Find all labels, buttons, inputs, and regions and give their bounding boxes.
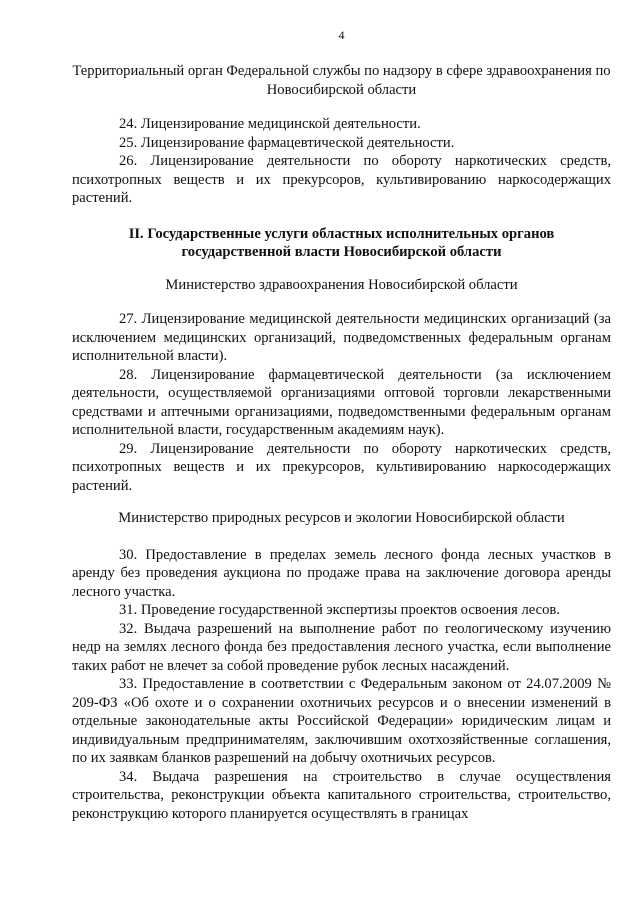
territorial-body-heading: Территориальный орган Федеральной службы по надзору в сфере здравоохранения по Новосибирской области <box>72 63 611 98</box>
section-heading <box>72 225 611 262</box>
ministry-nature-items <box>72 546 611 824</box>
ministry-nature-heading: Министерство природных ресурсов и экологии Новосибирской области <box>118 510 565 526</box>
list-item: 27. Лицензирование медицинской деятельности медицинских организаций (за исключением медицинских организаций, подведомственных федеральным органам исполнительной власти). <box>72 311 611 364</box>
list-item: 33. Предоставление в соответствии с Федеральным законом от 24.07.2009 № 209-ФЗ «Об охоте и о сохранении охотничьих ресурсов и о внесении изменений в отдельные законодательные акты Российской Федерации» юридическим лицам и индивидуальным предпринимателям, заключившим охотхозяйственные соглашения, по их заявкам бланков разрешений на добычу охотничьих ресурсов. <box>72 676 611 766</box>
list-item: 30. Предоставление в пределах земель лесного фонда лесных участков в аренду без проведения аукциона по продаже права на заключение договора аренды лесного участка. <box>72 546 611 600</box>
list-item: 24. Лицензирование медицинской деятельности. <box>119 116 421 132</box>
list-item: 26. Лицензирование деятельности по обороту наркотических средств, психотропных веществ и их прекурсоров, культивированию наркосодержащих растений. <box>72 153 611 206</box>
ministry-health-items <box>72 310 611 495</box>
section-heading-line: государственной власти Новосибирской области <box>181 244 502 260</box>
section-heading-line: II. Государственные услуги областных исполнительных органов <box>128 225 555 242</box>
page-number: 4 <box>338 28 345 42</box>
list-item: 29. Лицензирование деятельности по обороту наркотических средств, психотропных веществ и их прекурсоров, культивированию наркосодержащих растений. <box>72 440 611 494</box>
document-page <box>72 28 611 823</box>
list-item: 28. Лицензирование фармацевтической деятельности (за исключением деятельности, осуществляемой организациями оптовой торговли лекарственными средствами и аптечными организациями, подведомственными федеральным органам исполнительной власти, государственным академиям наук). <box>72 366 611 438</box>
territorial-body-items <box>72 115 611 208</box>
list-item: 25. Лицензирование фармацевтической деятельности. <box>119 134 455 151</box>
list-item: 32. Выдача разрешений на выполнение работ по геологическому изучению недр на землях лесного фонда без предоставления лесного участка, если выполнение таких работ не влечет за собой проведение рубок лесных насаждений. <box>72 620 611 674</box>
ministry-health-heading: Министерство здравоохранения Новосибирской области <box>165 276 518 293</box>
list-item: 34. Выдача разрешения на строительство в случае осуществления строительства, реконструкции объекта капитального строительства, строительство, реконструкцию которого планируется осуществлять в границах <box>72 768 611 822</box>
list-item: 31. Проведение государственной экспертизы проектов освоения лесов. <box>119 602 560 618</box>
